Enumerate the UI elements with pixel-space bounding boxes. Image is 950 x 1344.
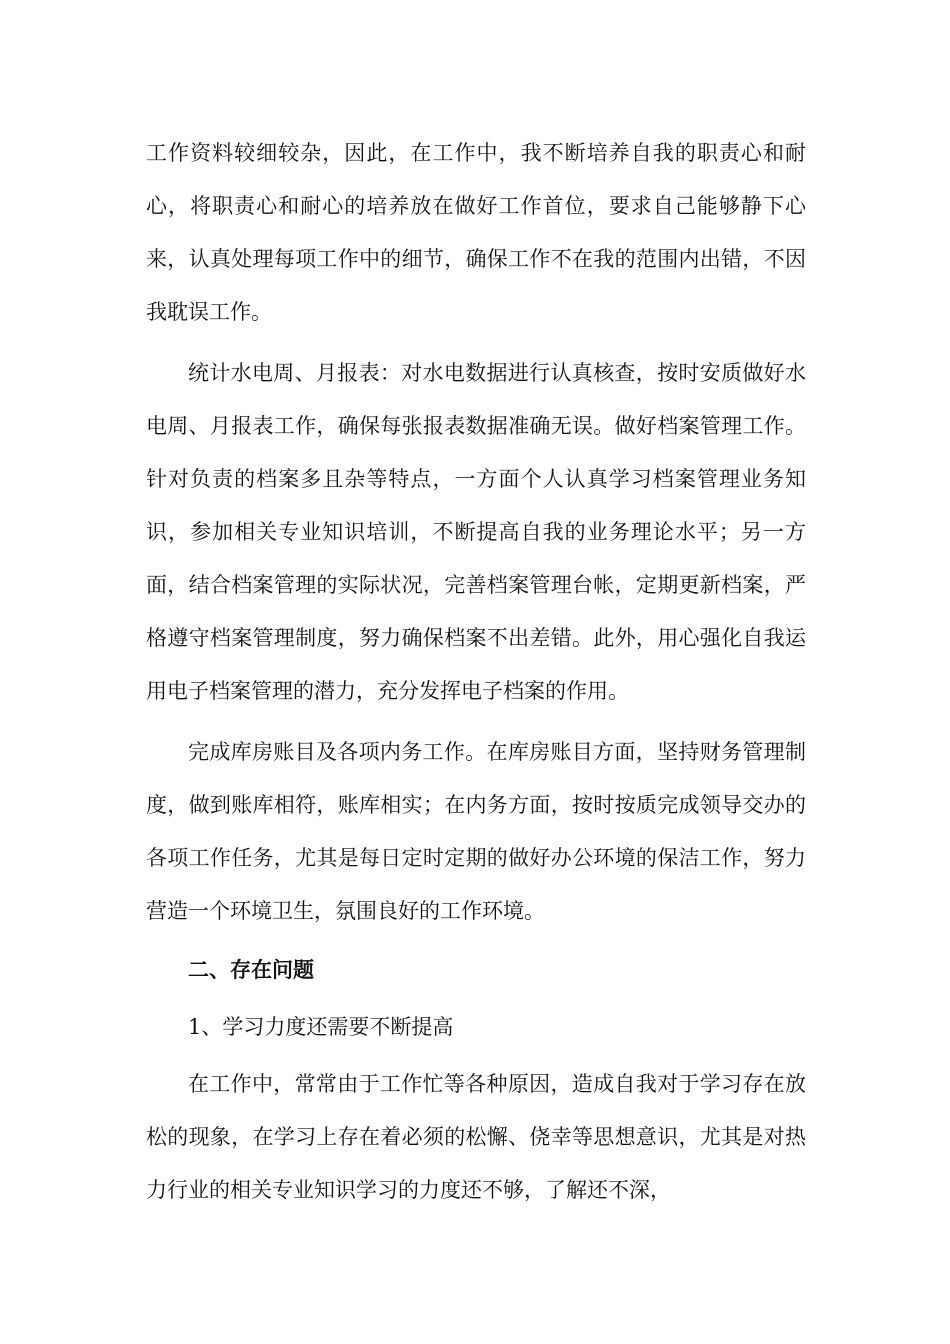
- paragraph-warehouse-accounts: 完成库房账目及各项内务工作。在库房账目方面，坚持财务管理制度，做到账库相符，账库相实；在内务方面，按时按质完成领导交办的各项工作任务，尤其是每日定时定期的做好办公环境的保洁工作，努力营造一个环境卫生，氛围良好的工作环境。: [146, 740, 806, 923]
- paragraph-water-electricity-report: 统计水电周、月报表：对水电数据进行认真核查，按时安质做好水电周、月报表工作，确保每张报表数据准确无误。做好档案管理工作。针对负责的档案多且杂等特点，一方面个人认真学习档案管理业务知识，参加相关专业知识培训，不断提高自我的业务理论水平；另一方面，结合档案管理的实际状况，完善档案管理台帐，定期更新档案，严格遵守档案管理制度，努力确保档案不出差错。此外，用心强化自我运用电子档案管理的潜力，充分发挥电子档案的作用。: [146, 361, 806, 703]
- paragraph-learning-issues: 在工作中，常常由于工作忙等各种原因，造成自我对于学习存在放松的现象，在学习上存在着必须的松懈、侥幸等思想意识，尤其是对热力行业的相关专业知识学习的力度还不够，了解还不深，: [146, 1072, 806, 1202]
- section-heading-problems: 二、存在问题: [188, 958, 314, 982]
- subheading-learning-intensity: 1、学习力度还需要不断提高: [188, 1015, 454, 1039]
- paragraph-continuation: 工作资料较细较杂，因此，在工作中，我不断培养自我的职责心和耐心，将职责心和耐心的培养放在做好工作首位，要求自己能够静下心来，认真处理每项工作中的细节，确保工作不在我的范围内出错，不因我耽误工作。: [146, 141, 806, 324]
- document-body: [146, 127, 806, 1217]
